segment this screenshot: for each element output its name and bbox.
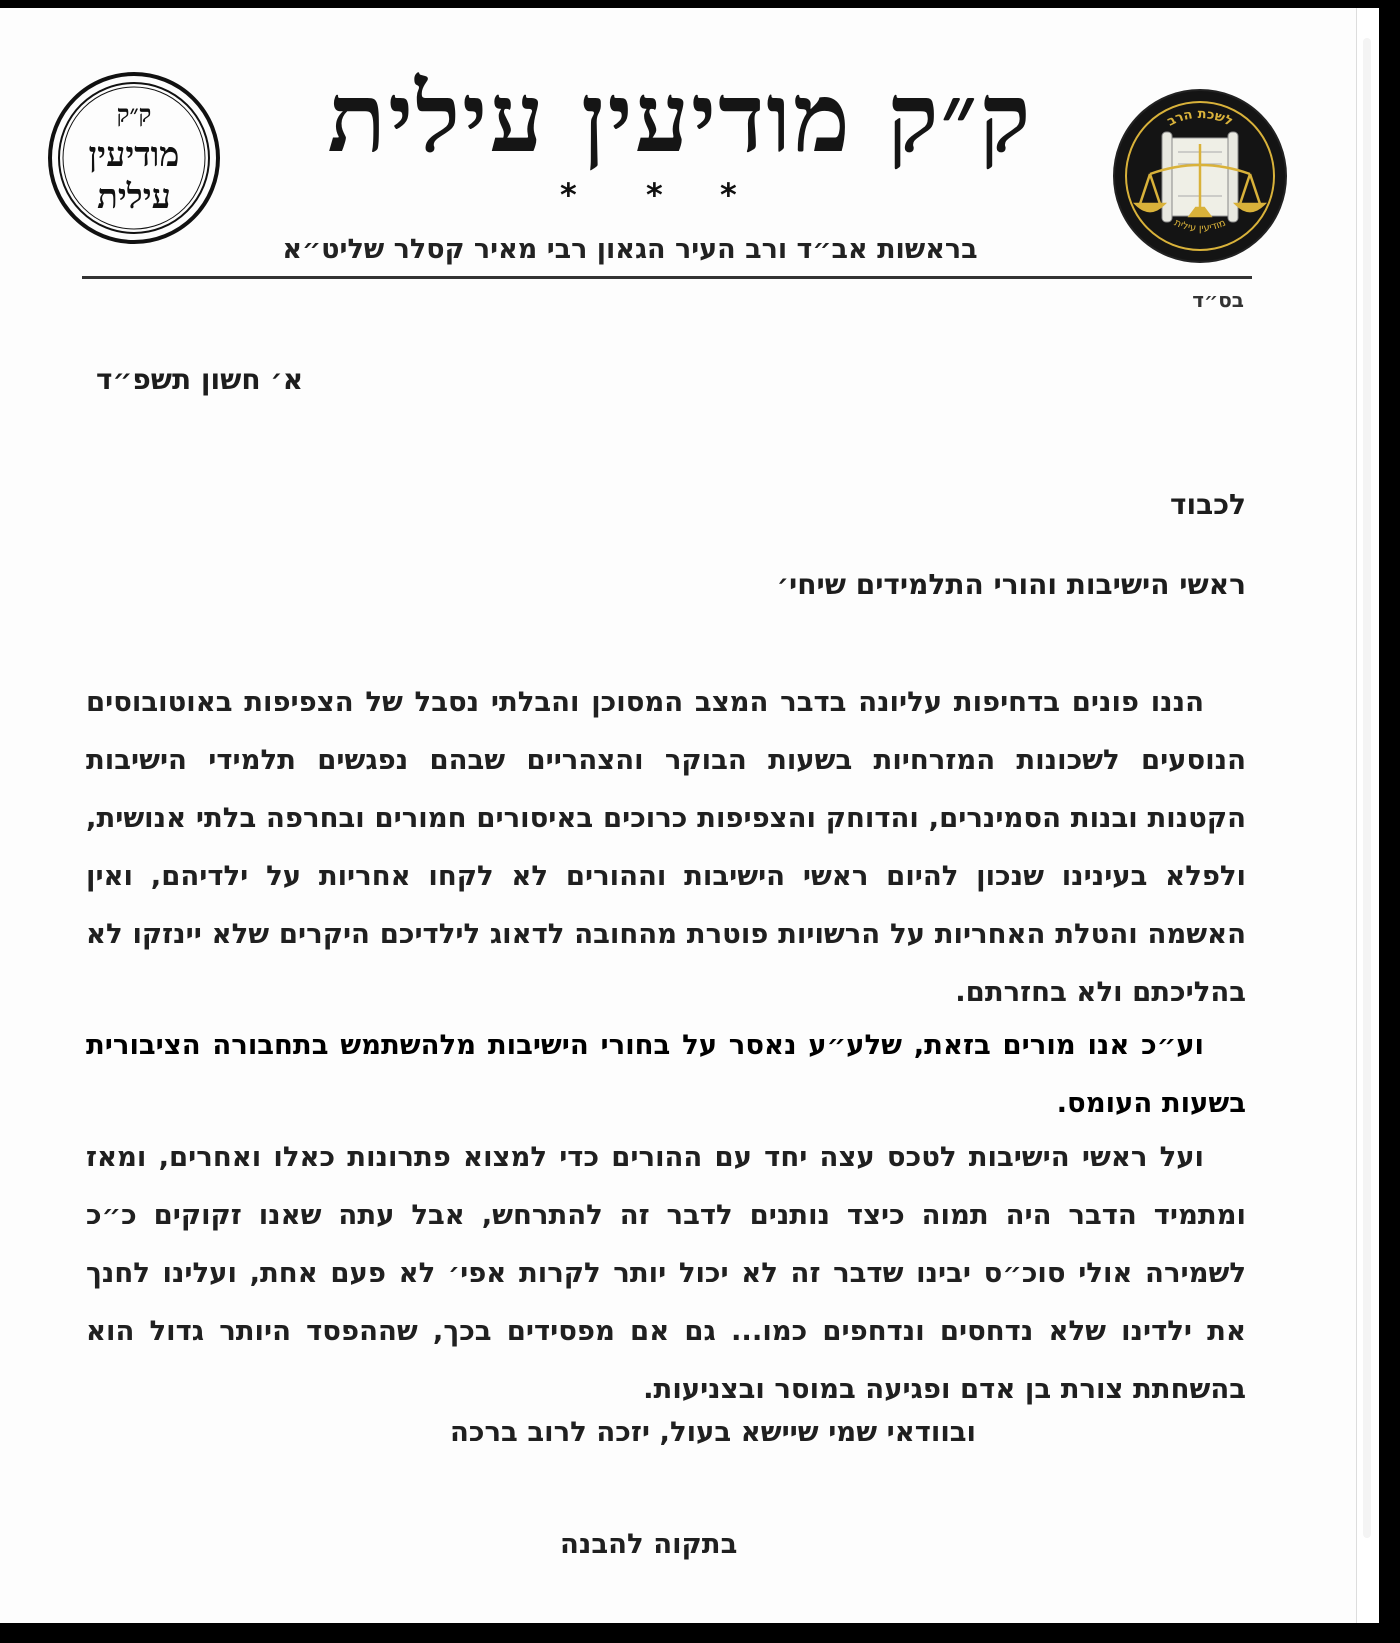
emblem-bottom-text: מודיעין עילית: [1172, 217, 1228, 235]
title-star: *: [646, 176, 663, 214]
recipients-line: ראשי הישיבות והורי התלמידים שיחי׳: [776, 568, 1246, 601]
community-title: ק״ק מודיעין עילית: [327, 61, 1033, 174]
seal-left-line2: מודיעין: [88, 135, 180, 175]
kehilla-seal-left: [46, 70, 222, 246]
body-paragraph-3: ועל ראשי הישיבות לטכס עצה יחד עם ההורים כדי למצוא פתרונות כאלו ואחרים, ומאז ומתמיד הדבר היה תמוה כיצד נותנים לדבר זה להתרחש, אבל עתה שאנו זקוקים כ״כ לשמירה אולי סוכ״ס יבינו שדבר זה לא יכול יותר לקרות אפי׳ לא פעם אחת, ועלינו לחנך את ילדינו שלא נדחסים ונדחפים כמו... גם אם מפסידים בכך, שההפסד היותר גדול הוא בהשחתת צורת בן אדם ופגיעה במוסר ובצניעות.: [86, 1141, 1246, 1405]
rabbinate-emblem: [1110, 86, 1290, 266]
rabbi-subtitle: בראשות אב״ד ורב העיר הגאון רבי מאיר קסלר שליט״א: [282, 234, 978, 265]
salutation-label: לכבוד: [1170, 488, 1246, 521]
body-paragraph-1: הננו פונים בדחיפות עליונה בדבר המצב המסוכן והבלתי נסבל של הצפיפות באוטובוסים הנוסעים לשכונות המזרחיות בשעות הבוקר והצהריים שבהם נפגשים תלמידי הישיבות הקטנות ובנות הסמינרים, והדוחק והצפיפות כרוכים באיסורים חמורים ובחרפה בלתי אנושית, ולפלא בעינינו שנכון להיום ראשי הישיבות וההורים לא לקחו אחריות על ילדיהם, ואין האשמה והטלת האחריות על הרשויות פוטרת מהחובה לדאוג לילדיכם היקרים שלא יינזקו לא בהליכתם ולא בחזרתם.: [86, 686, 1246, 1008]
header-divider: [82, 276, 1252, 279]
title-star: *: [720, 176, 737, 214]
sign-off: בתקוה להבנה: [560, 1528, 738, 1560]
title-stars: [560, 176, 780, 214]
emblem-top-text: לשכת הרב: [1164, 106, 1236, 130]
scrollbar-thumb[interactable]: [1363, 38, 1371, 1538]
body-paragraph-ruling: וע״כ אנו מורים בזאת, שלע״ע נאסר על בחורי הישיבות מלהשתמש בתחבורה הציבורית בשעות העומס.: [86, 1029, 1246, 1119]
seal-left-line3: עילית: [97, 177, 171, 217]
letter-date: א׳ חשון תשפ״ד: [96, 363, 304, 396]
seal-left-line1: ק״ק: [116, 99, 152, 128]
blessing-line: ובוודאי שמי שיישא בעול, יזכה לרוב ברכה: [450, 1416, 976, 1448]
letter-page: [0, 8, 1356, 1623]
title-star: *: [560, 176, 577, 214]
bsd-mark: בס״ד: [1192, 288, 1244, 312]
scrollbar[interactable]: [1356, 8, 1379, 1623]
